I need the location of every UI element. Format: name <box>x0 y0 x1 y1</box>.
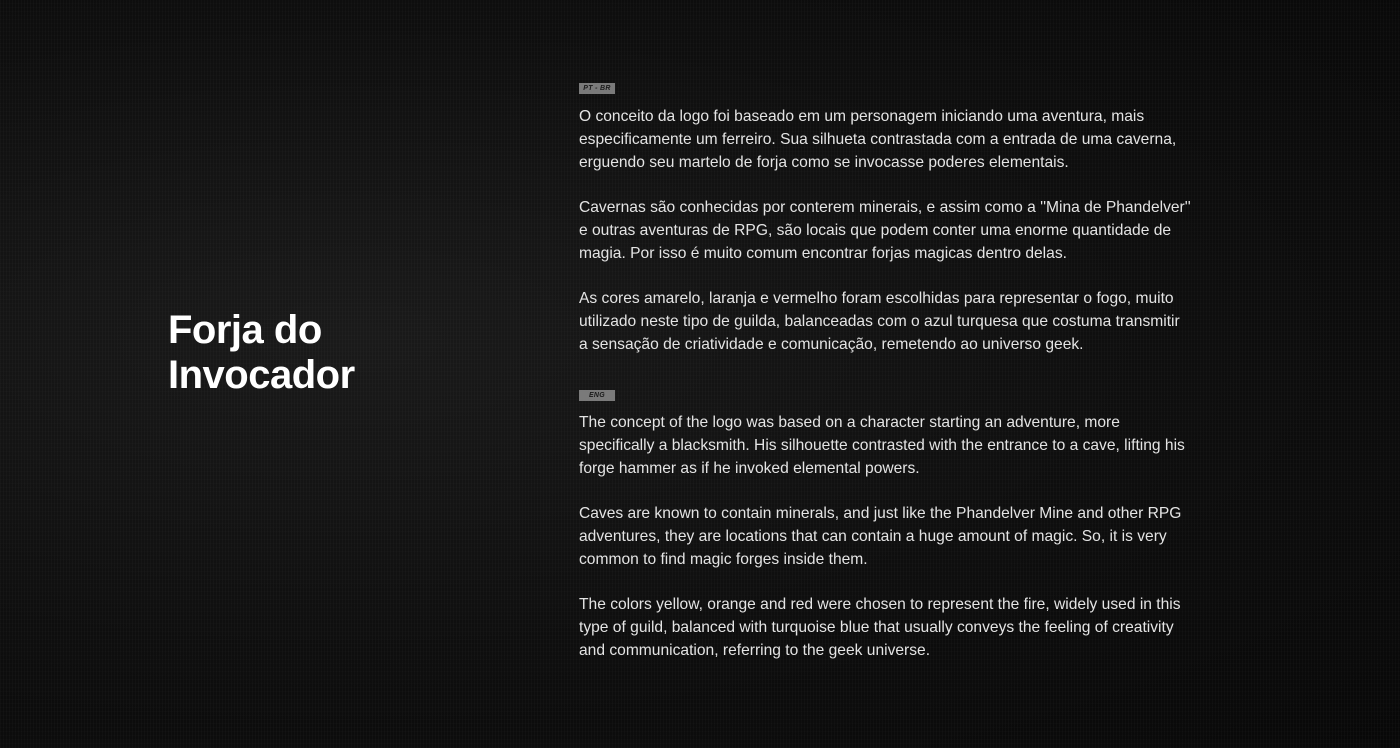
text-line: adventures, they are locations that can contain a huge amount of magic. So, it is very <box>579 527 1167 545</box>
text-line: The colors yellow, orange and red were chosen to represent the fire, widely used in this <box>579 596 1181 614</box>
description-content <box>579 77 1259 659</box>
text-line: As cores amarelo, laranja e vermelho foram escolhidas para representar o fogo, muito <box>579 290 1174 308</box>
language-tag-eng: ENG <box>579 390 615 401</box>
pt-paragraph-caves <box>579 197 1259 265</box>
text-line: specifically a blacksmith. His silhouette contrasted with the entrance to a cave, lifting his <box>579 436 1185 454</box>
text-line: common to find magic forges inside them. <box>579 550 868 568</box>
page-title <box>168 308 355 398</box>
text-line: a sensação de criatividade e comunicação, remetendo ao universo geek. <box>579 335 1084 353</box>
text-line: The concept of the logo was based on a character starting an adventure, more <box>579 414 1120 431</box>
text-line: utilizado neste tipo de guilda, balanceadas com o azul turquesa que costuma transmitir <box>579 313 1180 331</box>
text-line: Caves are known to contain minerals, and just like the Phandelver Mine and other RPG <box>579 505 1182 523</box>
portuguese-section <box>579 77 1259 357</box>
text-line: forge hammer as if he invoked elemental powers. <box>579 459 920 477</box>
title-line-1: Forja do <box>168 308 322 352</box>
text-line: magia. Por isso é muito comum encontrar forjas magicas dentro delas. <box>579 244 1067 262</box>
language-tag-pt-br: PT - BR <box>579 83 615 94</box>
en-paragraph-concept <box>579 412 1185 480</box>
text-line: especificamente um ferreiro. Sua silhueta contrastada com a entrada de uma caverna, <box>579 130 1177 148</box>
en-paragraph-caves <box>579 503 1185 571</box>
pt-paragraph-concept <box>579 106 1259 174</box>
pt-paragraph-colors <box>579 288 1259 356</box>
english-section <box>579 384 1185 663</box>
text-line: and communication, referring to the geek universe. <box>579 641 931 659</box>
title-line-2: Invocador <box>168 353 355 397</box>
text-line: erguendo seu martelo de forja como se invocasse poderes elementais. <box>579 153 1069 171</box>
text-line: Cavernas são conhecidas por conterem minerais, e assim como a ''Mina de Phandelver'' <box>579 199 1191 217</box>
en-paragraph-colors <box>579 594 1185 662</box>
text-line: type of guild, balanced with turquoise blue that usually conveys the feeling of creativity <box>579 619 1174 637</box>
text-line: O conceito da logo foi baseado em um personagem iniciando uma aventura, mais <box>579 108 1145 125</box>
text-line: e outras aventuras de RPG, são locais que podem conter uma enorme quantidade de <box>579 221 1172 239</box>
